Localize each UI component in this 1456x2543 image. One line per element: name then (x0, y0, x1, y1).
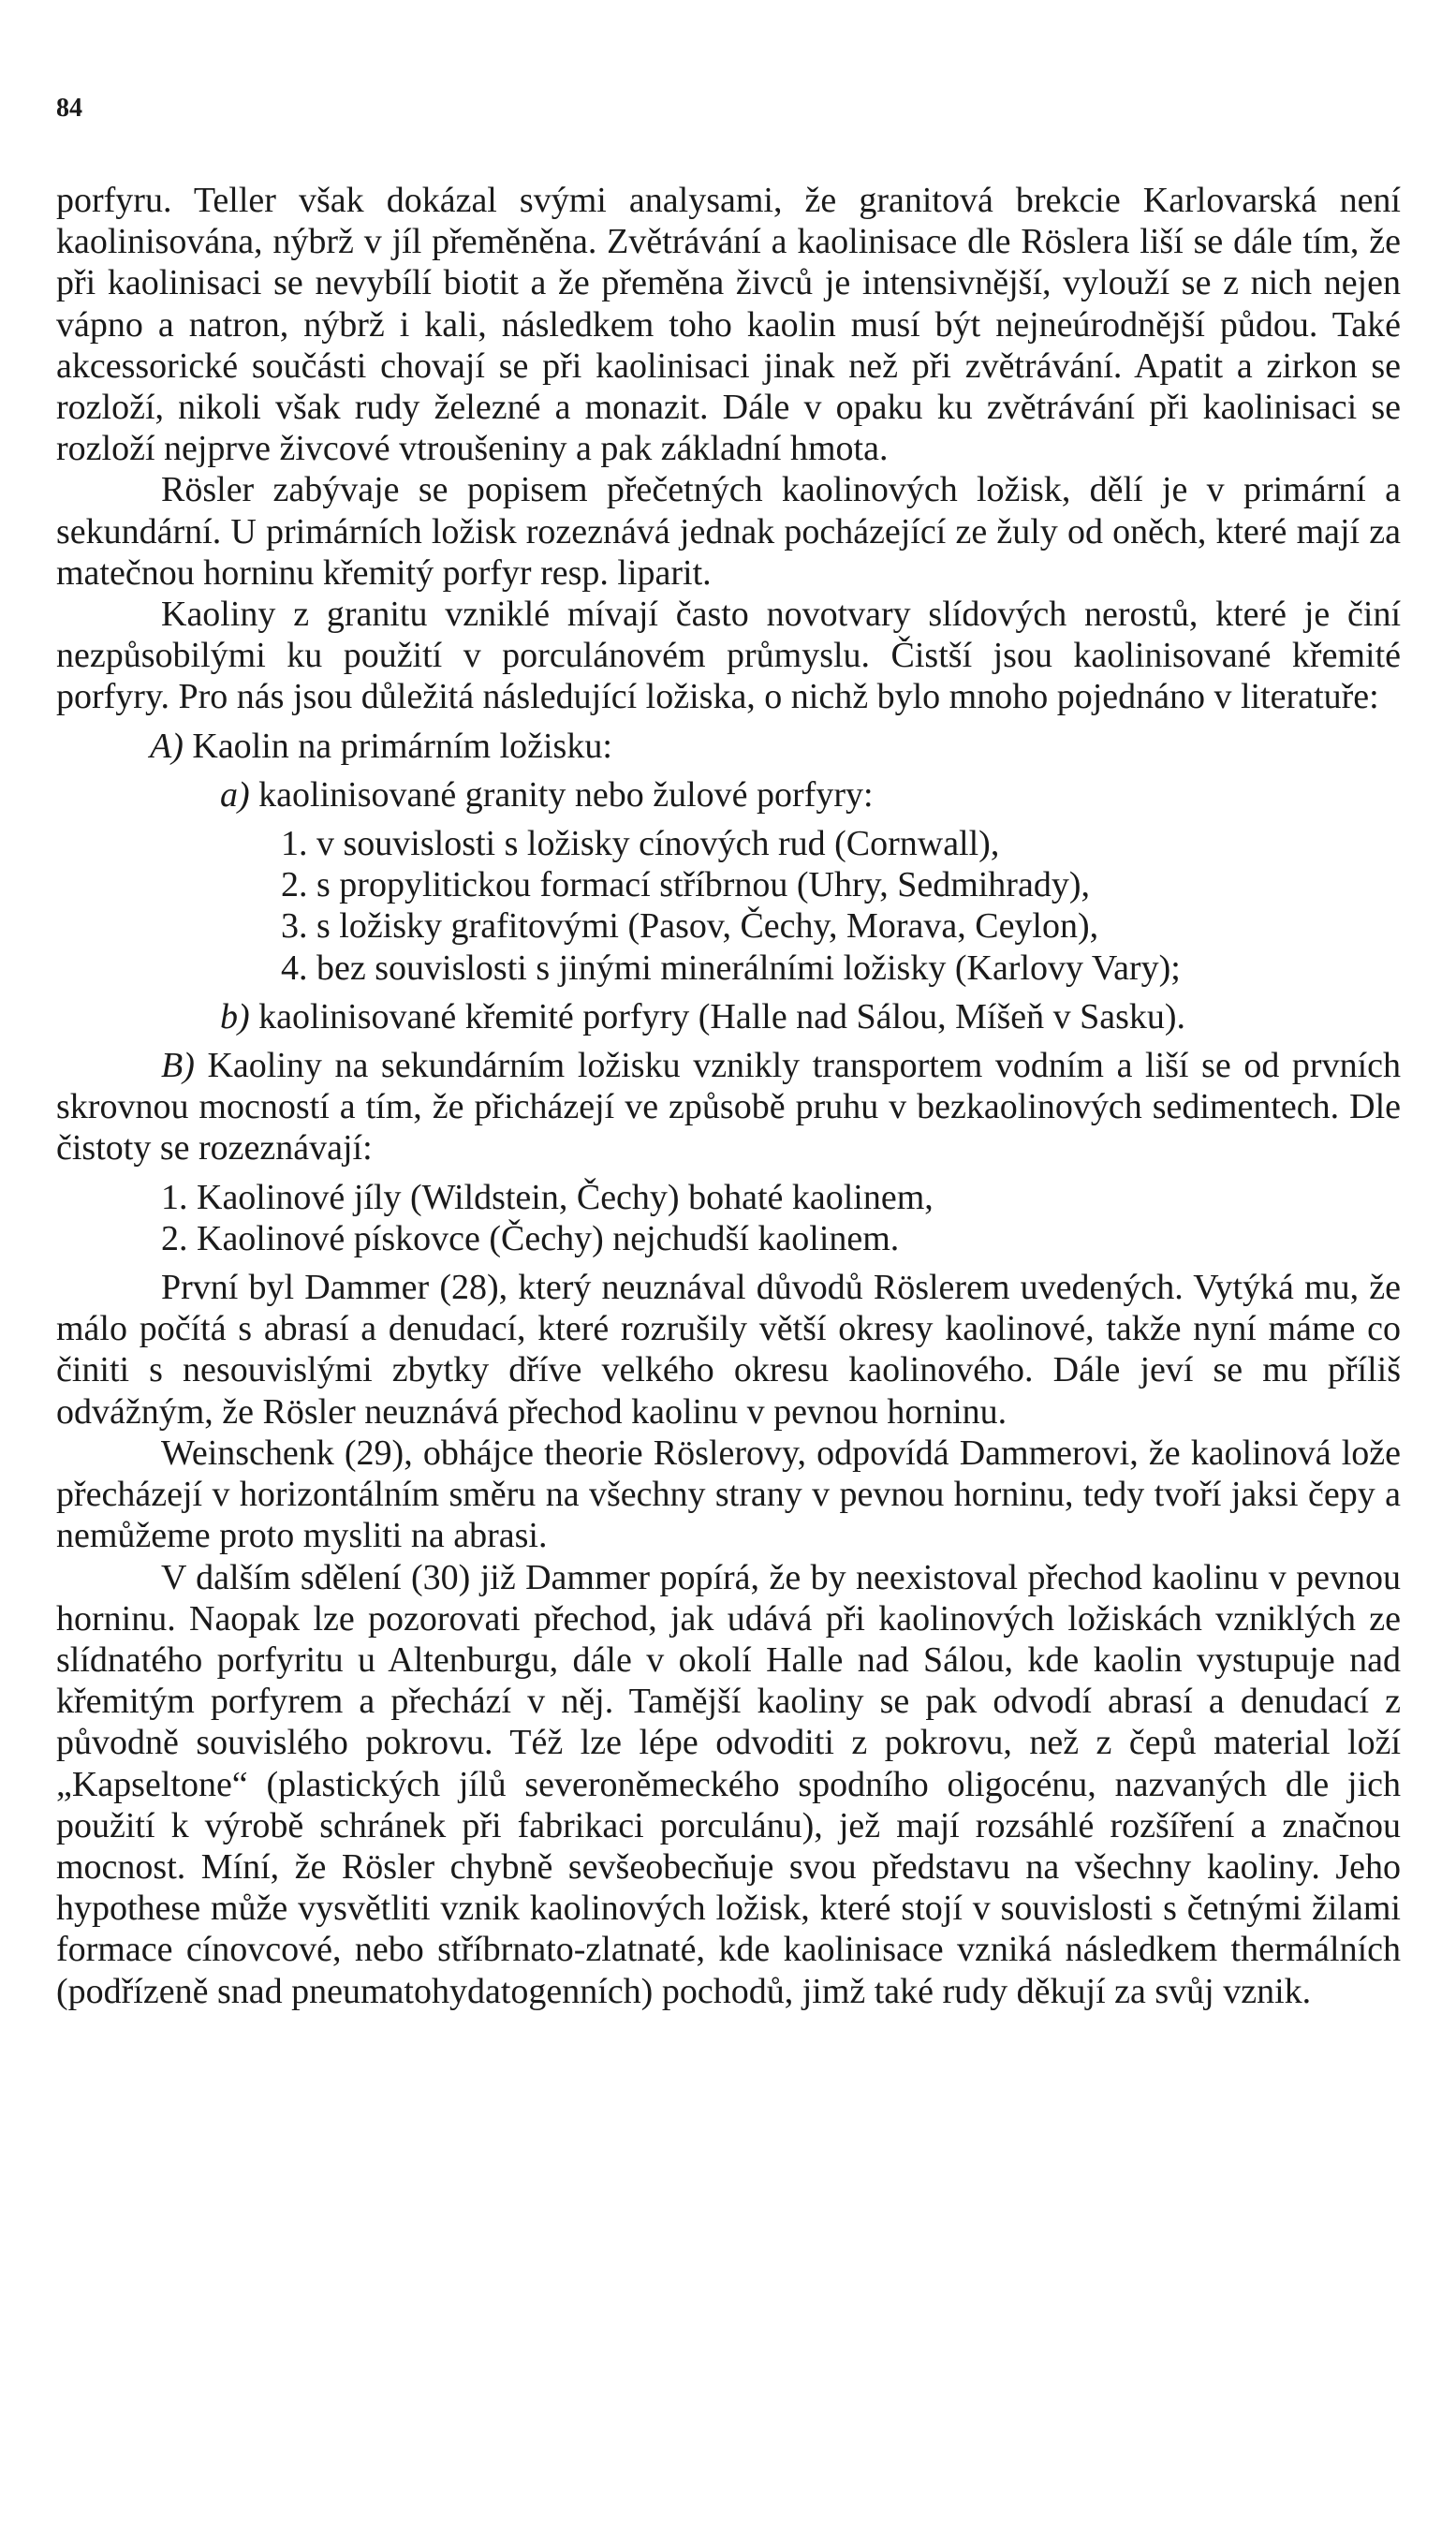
paragraph-5: Weinschenk (29), obhájce theorie Röslerovy, odpovídá Dammerovi, že kaolinová lože přecházejí v horizontálním směru na všechny strany v pevnou horninu, tedy tvoří jaksi čepy a nemůžeme proto mysliti na abrasi. (56, 1433, 1401, 1556)
list-item: 1. Kaolinové jíly (Wildstein, Čechy) bohaté kaolinem, (161, 1177, 934, 1217)
page-body (56, 180, 1401, 2012)
section-b-marker: B) (161, 1046, 195, 1086)
section-b-label: Kaoliny na sekundárním ložisku vznikly transportem vodním a liší se od prvních skrovnou mocností a tím, že přicházejí ve způsobě pruhu v bezkaolinových sedimentech. Dle čistoty se rozeznávají: (56, 1046, 1401, 1169)
sub-a-marker: a) (220, 774, 250, 815)
paragraph-2: Rösler zabývaje se popisem přečetných kaolinových ložisk, dělí je v primární a sekundární. U primárních ložisk rozeznává jednak pocházející ze žuly od oněch, které mají za matečnou horninu křemitý porfyr resp. liparit. (56, 470, 1401, 593)
page-number: 84 (56, 94, 82, 123)
paragraph-1: porfyru. Teller však dokázal svými analysami, že granitová brekcie Karlovarská není kaolinisována, nýbrž v jíl přeměněna. Zvětrávání a kaolinisace dle Röslera liší se dále tím, že při kaolinisaci se nevybílí biotit a že přeměna živců je intensivnější, vylouží se z nich nejen vápno a natron, nýbrž i kali, následkem toho kaolin musí být nejneúrodnější půdou. Také akcessorické součásti chovají se při kaolinisaci jinak než při zvětrávání. Apatit a zirkon se rozloží, nikoli však rudy železné a monazit. Dále v opaku ku zvětrávání při kaolinisaci se rozloží nejprve živcové vtroušeniny a pak základní hmota. (56, 181, 1401, 469)
section-b (56, 1045, 1401, 1169)
section-a-label: Kaolin na primárním ložisku: (192, 726, 612, 766)
section-a-marker: A) (150, 726, 184, 766)
list-item: 1. v souvislosti s ložisky cínových rud (Cornwall), (281, 824, 1000, 864)
list-item: 4. bez souvislosti s jinými minerálními ložisky (Karlovy Vary); (281, 948, 1181, 988)
paragraph-6: V dalším sdělení (30) již Dammer popírá, že by neexistoval přechod kaolinu v pevnou horninu. Naopak lze pozorovati přechod, jak udává při kaolinových ložiskách vzniklých ze slídnatého porfyritu u Altenburgu, dále v okolí Halle nad Sálou, kde kaolin vystupuje nad křemitým porfyrem a přechází v něj. Tamější kaoliny se pak odvodí abrasí a denudací z původně souvislého pokrovu. Též lze lépe odvoditi z pokrovu, než z čepů material loží „Kapseltone“ (plastických jílů severoněmeckého spodního oligocénu, nazvaných dle jich použití k výrobě schránek při fabrikaci porculánu), jež mají rozsáhlé rozšíření a značnou mocnost. Míní, že Rösler chybně sevšeobecňuje svou představu na všechny kaoliny. Jeho hypothese může vysvětliti vznik kaolinových ložisk, které stojí v souvislosti s četnými žilami formace cínovcové, nebo stříbrnato-zlatnaté, kde kaolinisace vzniká následkem thermálních (podřízeně snad pneumatohydatogenních) pochodů, jimž také rudy děkují za svůj vznik. (56, 1557, 1401, 2011)
list-item: 2. s propylitickou formací stříbrnou (Uhry, Sedmihrady), (281, 865, 1090, 905)
list-item: 2. Kaolinové pískovce (Čechy) nejchudší kaolinem. (161, 1218, 900, 1258)
sub-b-label: kaolinisované křemité porfyry (Halle nad Sálou, Míšeň v Sasku). (258, 996, 1186, 1036)
section-a-sub-a (220, 774, 1401, 816)
paragraph-3: Kaoliny z granitu vzniklé mívají často novotvary slídových nerostů, které je činí nezpůsobilými ku použití v porculánovém průmyslu. Čistší jsou kaolinisované křemité porfyry. Pro nás jsou důležitá následující ložiska, o nichž bylo mnoho pojednáno v literatuře: (56, 595, 1401, 717)
section-a-sub-b (220, 996, 1401, 1037)
sub-b-marker: b) (220, 996, 250, 1036)
sub-a-label: kaolinisované granity nebo žulové porfyry: (258, 774, 874, 815)
paragraph-4: První byl Dammer (28), který neuznával důvodů Röslerem uvedených. Vytýká mu, že málo počítá s abrasí a denudací, které rozrušily větší okresy kaolinové, takže nyní máme co činiti s nesouvislými zbytky dříve velkého okresu kaolinového. Dále jeví se mu příliš odvážným, že Rösler neuznává přechod kaolinu v pevnou horninu. (56, 1268, 1401, 1432)
section-a-heading (150, 726, 1401, 767)
list-item: 3. s ložisky grafitovými (Pasov, Čechy, Morava, Ceylon), (281, 906, 1099, 947)
